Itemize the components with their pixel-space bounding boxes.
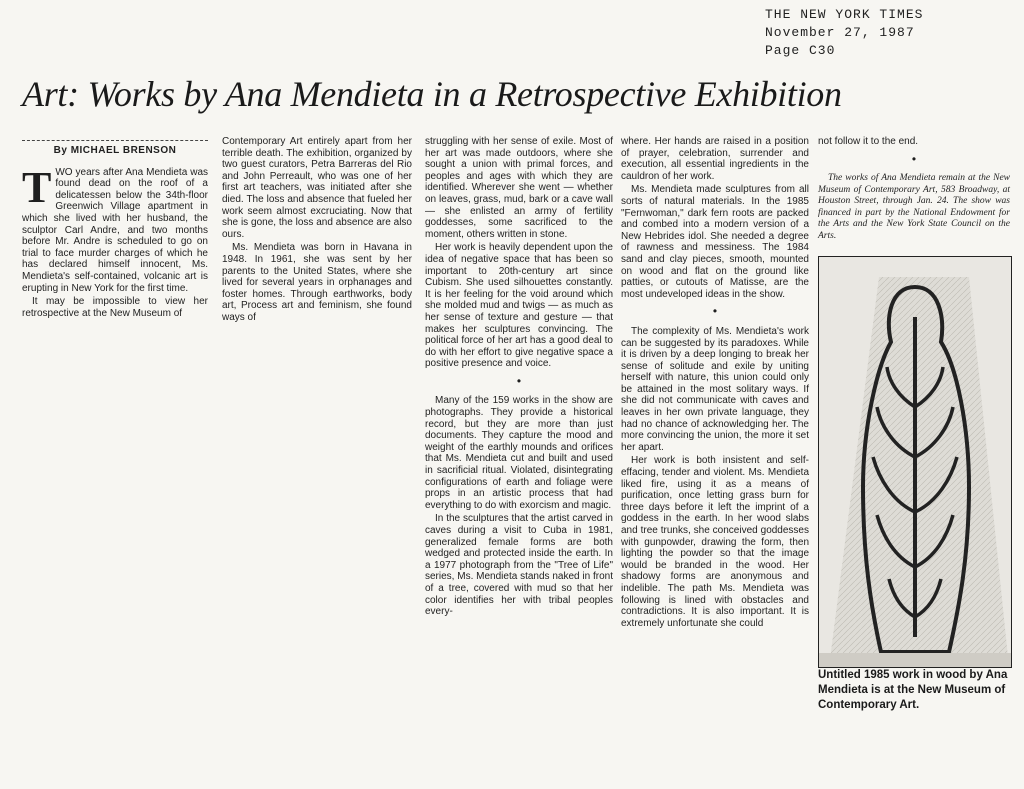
- exhibition-credit: The works of Ana Mendieta remain at the New Museum of Contemporary Art, 583 Broadway, at Houston Street, through Jan. 24. The show was financed in part by the National Endowment for the Arts and the New York State Council on the Arts.: [818, 173, 1010, 241]
- article-column-5: [818, 136, 1010, 244]
- section-bullet: •: [712, 304, 718, 319]
- paragraph: Ms. Mendieta made sculptures from all sorts of natural materials. In the 1985 "Fernwoman," dark fern roots are packed and combed into a modern version of a New Hebrides idol. She needed a degree of rawness and messiness. The 1984 sand and clay pieces, smooth, mounted on wood and flat on the ground like patties, or cutouts of Matisse, are the most undeveloped ideas in the show.: [621, 184, 809, 300]
- paragraph: not follow it to the end.: [818, 136, 919, 147]
- artwork-photo: [818, 256, 1012, 668]
- stamp-page: Page C30: [765, 43, 836, 58]
- section-bullet: •: [516, 373, 522, 388]
- article-column-4: [621, 136, 809, 631]
- paragraph: where. Her hands are raised in a position of prayer, celebration, surrender and execution, all essential ingredients in the cauldron of her work.: [621, 136, 809, 182]
- paragraph: In the sculptures that the artist carved in caves during a visit to Cuba in 1981, generalized female forms are both wedged and protected inside the earth. In a 1977 photograph from the "Tree of Life" series, Ms. Mendieta stands naked in front of a tree, covered with mud so that her color identifies her with tribal peoples every-: [425, 513, 613, 618]
- stamp-date: November 27, 1987: [765, 25, 915, 40]
- paragraph: The complexity of Ms. Mendieta's work can be suggested by its paradoxes. While it is driven by a deep longing to break her sense of solitude and exile by uniting herself with nature, this union could only be attained in the most solitary ways. If she did not communicate with caves and leaves in her own private language, they had no chance of acknowledging her. The more convincing the union, the more it set her apart.: [621, 325, 809, 453]
- section-bullet: •: [911, 151, 917, 166]
- headline: Art: Works by Ana Mendieta in a Retrospective Exhibition: [22, 74, 842, 114]
- article-column-3: [425, 136, 613, 620]
- drop-cap: T: [22, 162, 52, 212]
- paragraph: Ms. Mendieta was born in Havana in 1948. In 1961, she was sent by her parents to the United States, where she lived for several years in orphanages and foster homes. Through earthworks, body art, Process art and feminism, she found ways of: [222, 242, 412, 323]
- byline: By MICHAEL BRENSON: [22, 140, 208, 167]
- paragraph: It may be impossible to view her retrospective at the New Museum of: [22, 296, 208, 319]
- paragraph: Her work is both insistent and self-effacing, tender and violent. Ms. Mendieta liked fire, using it as a means of purification, once letting grass burn for three days before it left the imprint of a goddess in the earth. In her wood slabs and tree trunks, she conceived goddesses with gunpowder, drawing the form, then lighting the powder so that the image would be branded in the wood. Her shadowy forms are anonymous and indelible. The path Ms. Mendieta was following is lined with obstacles and contradictions. It is also important. It is extremely unfortunate she could: [621, 455, 809, 629]
- paragraph: Her work is heavily dependent upon the idea of negative space that has been so important to 20th-century art since Cubism. She used silhouettes constantly. It is her feeling for the void around which she molded mud and twigs — as much as her sense of texture and gesture — that makes her sculptures convincing. The political force of her art has a good deal to do with her effort to give negative space a positive presence and voice.: [425, 242, 613, 370]
- lead-paragraph-text: WO years after Ana Mendieta was found dead on the roof of a delicatessen below the 34th-floor Greenwich Village apartment in which she lived with her husband, the sculptor Carl Andre, and two months before Mr. Andre is scheduled to go on trial to face murder charges of which he has declared himself innocent, Ms. Mendieta's self-contained, volcanic art is erupting in New York for the first time.: [22, 166, 208, 294]
- paragraph: Contemporary Art entirely apart from her terrible death. The exhibition, organized by two guest curators, Petra Barreras del Rio and John Perreault, who was one of her first art teachers, was initiated after she died. The loss and absence that fueled her work seem almost excruciating. Now that she is gone, the loss and absence are also ours.: [222, 136, 412, 240]
- article-column-1: [22, 136, 208, 321]
- lead-paragraph: [22, 162, 208, 295]
- paragraph: struggling with her sense of exile. Most of her art was made outdoors, where she sought a union with primal forces, and peoples and ages with which they are identified. Wherever she went — whether on leaves, grass, mud, bark or a cave wall — she enlisted an army of fertility goddesses, some sacrificed to the moment, others written in stone.: [425, 136, 613, 240]
- wood-sculpture-image: [819, 257, 1011, 667]
- photo-caption: Untitled 1985 work in wood by Ana Mendieta is at the New Museum of Contemporary Art.: [818, 669, 1008, 711]
- paragraph: Many of the 159 works in the show are photographs. They provide a historical record, but they are more than just documents. They capture the mood and weight of the earthly mounds and orifices that Ms. Mendieta cut and built and used in sacrificial ritual. Violated, disintegrating configurations of earth and foliage were props in an artistic process that had everything to do with exorcism and magic.: [425, 395, 613, 511]
- source-stamp: [765, 6, 923, 60]
- stamp-publication: THE NEW YORK TIMES: [765, 7, 924, 22]
- article-column-2: [222, 136, 412, 326]
